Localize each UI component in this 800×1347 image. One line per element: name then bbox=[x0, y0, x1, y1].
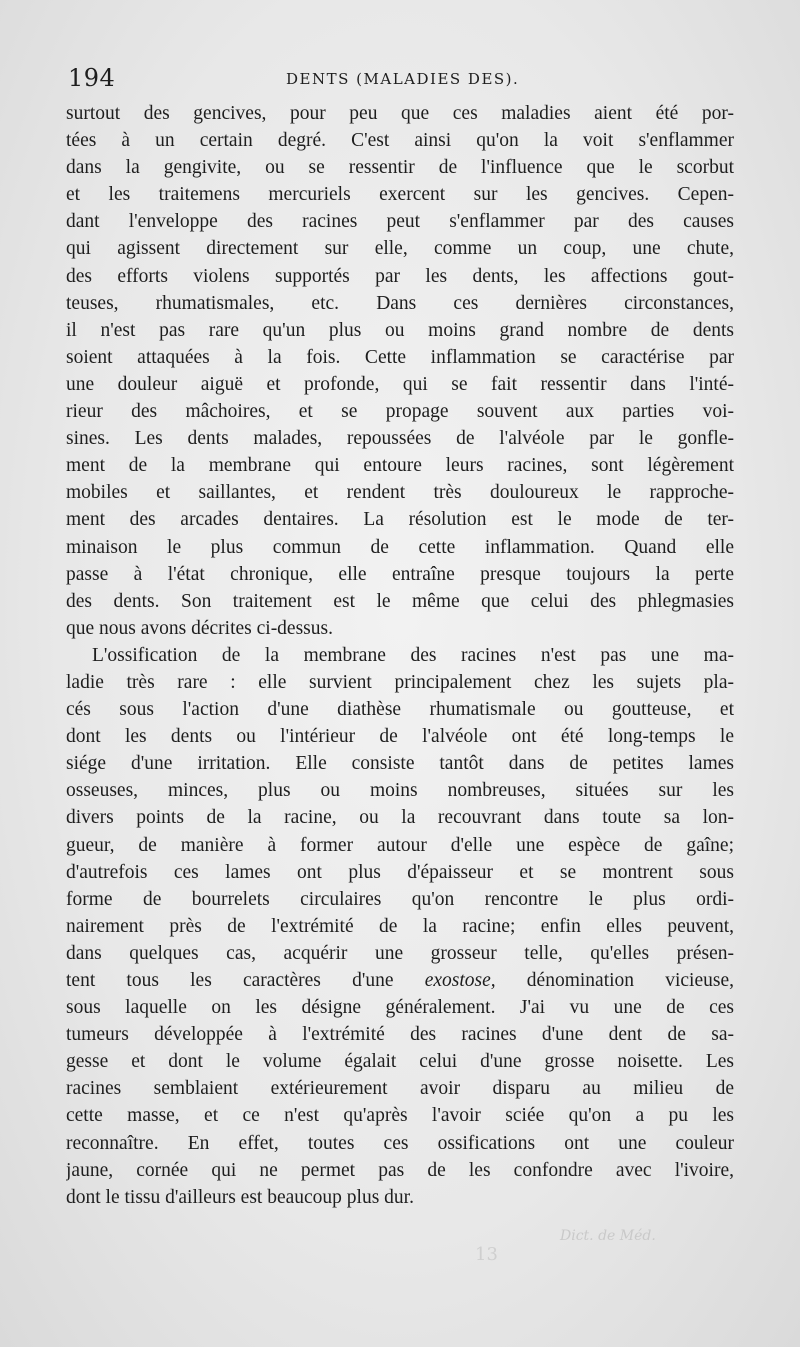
text-line: tées à un certain degré. C'est ainsi qu'on la voit s'enflammer bbox=[66, 130, 734, 152]
text-line: dans quelques cas, acquérir une grosseur telle, qu'elles présen- bbox=[66, 942, 734, 964]
text-line: teuses, rhumatismales, etc. Dans ces dernières circonstances, bbox=[66, 292, 734, 314]
text-line: une douleur aiguë et profonde, qui se fait ressentir dans l'inté- bbox=[66, 373, 734, 395]
text-line: ladie très rare : elle survient principalement chez les sujets pla- bbox=[66, 671, 734, 693]
paragraph-start-line: L'ossification de la membrane des racines n'est pas une ma- bbox=[92, 644, 734, 666]
paragraph-end-line: que nous avons décrites ci-dessus. bbox=[66, 617, 333, 639]
bleed-through-number: 13 bbox=[475, 1244, 498, 1265]
text-line: dans la gengivite, ou se ressentir de l'influence que le scorbut bbox=[66, 157, 734, 179]
text-line: qui agissent directement sur elle, comme un coup, une chute, bbox=[66, 238, 734, 260]
text-line: gueur, de manière à former autour d'elle une espèce de gaîne; bbox=[66, 834, 734, 856]
text-line: sous laquelle on les désigne généralement. J'ai vu une de ces bbox=[66, 997, 734, 1019]
paragraph-end-line: dont le tissu d'ailleurs est beaucoup plus dur. bbox=[66, 1186, 414, 1208]
text-line: dont les dents ou l'intérieur de l'alvéole ont été long-temps le bbox=[66, 726, 734, 748]
text-segment: tent tous les caractères d'une bbox=[66, 970, 425, 991]
page-number: 194 bbox=[68, 64, 116, 92]
text-line: gesse et dont le volume égalait celui d'une grosse noisette. Les bbox=[66, 1051, 734, 1073]
running-head: DENTS (MALADIES DES). bbox=[286, 70, 520, 88]
text-line: cette masse, et ce n'est qu'après l'avoir sciée qu'on a pu les bbox=[66, 1105, 734, 1127]
bleed-through-signature: Dict. de Méd. bbox=[560, 1228, 656, 1244]
text-line-with-italic bbox=[66, 967, 734, 994]
text-line: racines semblaient extérieurement avoir disparu au milieu de bbox=[66, 1078, 734, 1100]
text-line: rieur des mâchoires, et se propage souvent aux parties voi- bbox=[66, 401, 734, 423]
text-line: sines. Les dents malades, repoussées de l'alvéole par le gonfle- bbox=[66, 428, 734, 450]
text-segment: dénomination vicieuse, bbox=[495, 970, 734, 991]
text-line: surtout des gencives, pour peu que ces maladies aient été por- bbox=[66, 103, 734, 124]
page-header bbox=[66, 58, 734, 98]
text-line: forme de bourrelets circulaires qu'on rencontre le plus ordi- bbox=[66, 888, 734, 910]
text-line: reconnaître. En effet, toutes ces ossifications ont une couleur bbox=[66, 1132, 734, 1154]
text-line: minaison le plus commun de cette inflammation. Quand elle bbox=[66, 536, 734, 558]
text-line: ment des arcades dentaires. La résolution est le mode de ter- bbox=[66, 509, 734, 531]
text-line: ment de la membrane qui entoure leurs racines, sont légèrement bbox=[66, 455, 734, 477]
text-line: siége d'une irritation. Elle consiste tantôt dans de petites lames bbox=[66, 753, 734, 775]
text-line: osseuses, minces, plus ou moins nombreuses, situées sur les bbox=[66, 780, 734, 802]
text-line: soient attaquées à la fois. Cette inflammation se caractérise par bbox=[66, 346, 734, 368]
text-line: tumeurs développée à l'extrémité des racines d'une dent de sa- bbox=[66, 1024, 734, 1046]
text-line: cés sous l'action d'une diathèse rhumatismale ou goutteuse, et bbox=[66, 699, 734, 721]
text-line: des dents. Son traitement est le même que celui des phlegmasies bbox=[66, 590, 734, 612]
text-line: nairement près de l'extrémité de la racine; enfin elles peuvent, bbox=[66, 915, 734, 937]
text-line: d'autrefois ces lames ont plus d'épaisseur et se montrent sous bbox=[66, 861, 734, 883]
text-line: il n'est pas rare qu'un plus ou moins grand nombre de dents bbox=[66, 319, 734, 341]
text-line: des efforts violens supportés par les dents, les affections gout- bbox=[66, 265, 734, 287]
text-line: divers points de la racine, ou la recouvrant dans toute sa lon- bbox=[66, 807, 734, 829]
italic-term: exostose, bbox=[424, 970, 496, 991]
text-line: passe à l'état chronique, elle entraîne presque toujours la perte bbox=[66, 563, 734, 585]
text-line: dant l'enveloppe des racines peut s'enflammer par des causes bbox=[66, 211, 734, 233]
text-line: et les traitemens mercuriels exercent sur les gencives. Cepen- bbox=[66, 184, 734, 206]
text-line: mobiles et saillantes, et rendent très douloureux le rapproche- bbox=[66, 482, 734, 504]
body-text bbox=[66, 100, 734, 1211]
text-line: jaune, cornée qui ne permet pas de les confondre avec l'ivoire, bbox=[66, 1159, 734, 1181]
